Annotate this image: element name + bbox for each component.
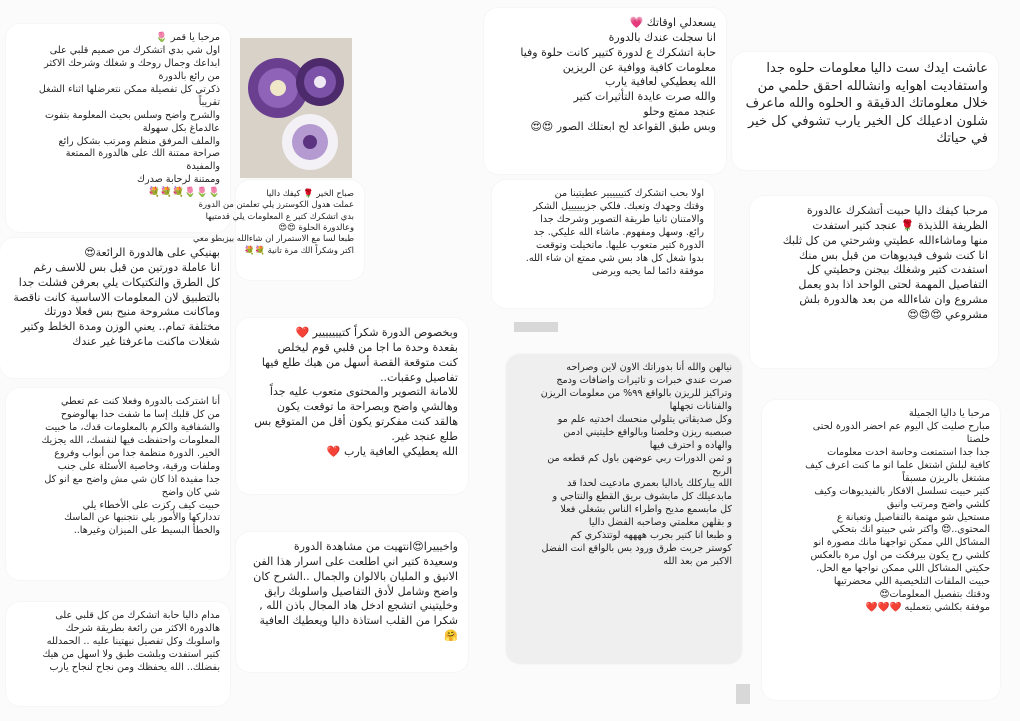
- review-line: الانيق و المليان بالالوان والجمال ..الشرح كان: [253, 569, 458, 583]
- review-line: صباح الخير 🌹 كيفك داليا: [266, 188, 354, 198]
- review-line: والله صرت عايدة التأثيرات كتير: [573, 90, 716, 104]
- review-line: كافية لبلش اشتغل علما انو ما كنت اعرف كيف: [805, 459, 990, 471]
- review-card-9: [492, 180, 714, 308]
- review-line: والفنانات تجهلها: [669, 400, 732, 412]
- review-line: عاشت ايدك ست داليا معلومات حلوه جدا: [766, 61, 988, 76]
- review-line: من رائع بالدورة: [158, 70, 220, 82]
- review-line: انا كنت شوف فيديوهات من قبل بس منك: [799, 248, 988, 262]
- review-line: بالتطبيق لان المعلومات الاساسية كانت ناقصة: [13, 290, 220, 304]
- attachment-strip: [514, 322, 558, 332]
- coasters-photo: [240, 38, 352, 178]
- review-line: المشاكل اللي ممكن تواجهنا مانك مصورة انو: [813, 537, 990, 549]
- review-line: و بقلهن معلمتي وصاحبه الفضل داليا: [588, 517, 732, 529]
- review-line: خلصتا: [966, 433, 990, 445]
- purple-coasters-icon: [240, 38, 352, 178]
- review-line: حابة اتشكرك ع لدورة كتيير كانت حلوة وفيا: [520, 45, 716, 59]
- review-line: مختلفة تمام.. يعني الوزن ومدة الخلط وكتير: [21, 320, 220, 334]
- review-card-3: [6, 388, 230, 580]
- review-line: أنا اشتركت بالدورة وفعلا كنت عم تعطي: [60, 396, 220, 407]
- review-line: عملت هدول الكوسترز يلي تعلمتن من الدورة: [198, 199, 354, 210]
- review-line: وبخصوص الدورة شكراً كتييييييير ❤️: [295, 326, 458, 339]
- review-line: الله يعطيكي العافية يارب ❤️: [326, 444, 458, 458]
- review-line: للامانة التصوير والمحتوى متعوب عليه جداً: [269, 385, 458, 399]
- review-line: في حياتك: [936, 131, 988, 147]
- review-line: والملف المرفق منظم ومرتب بشكل رائع: [58, 135, 220, 147]
- review-line: وسعيدة كتير اني اطلعت على اسرار هذا الفن: [252, 554, 458, 568]
- review-line: جدا مفيدة اذا كان شي مش واضح مع انو كل: [44, 473, 220, 485]
- review-line: الربح: [712, 465, 732, 477]
- review-card-1: [6, 24, 230, 232]
- review-line: اولا بحب اتشكرك كتيييييير عطيتينا من: [554, 188, 704, 199]
- review-line: يسعدلي اوقاتك 💗: [629, 16, 716, 29]
- review-line: ودقتك بتفصيل المعلومات😍: [879, 589, 990, 601]
- review-line: صراحة ممتنة الك على هالدورة الممتعة: [65, 148, 220, 160]
- review-line: شلون ادعيلك كل الخير يارب تشوفي كل خير: [747, 113, 988, 129]
- review-line: انا عاملة دورتين من قبل بس للاسف رغم: [33, 260, 220, 274]
- review-line: رائع. وسهل ومفهوم. ماشاء الله عليكي. جد: [533, 226, 704, 238]
- review-line: واسلوبك وكل تفصيل نبهتينا عليه .. الحمدلله: [46, 635, 220, 647]
- review-line: بقعدة وحدة ما اجا من قلبي قوم ليخلص: [277, 340, 458, 354]
- review-line: بدوا شغل كل هاد بس شي ممتع ان شاء الله.: [525, 252, 704, 264]
- review-line: طلع عنجد غير.: [391, 429, 458, 443]
- review-line: ابداعك وجمال روحك و شغلك وشرحك الاكثر: [44, 57, 220, 69]
- review-line: واستفاديت اهوايه وانشالله احقق حلمي من: [757, 78, 988, 94]
- review-card-6: [236, 318, 468, 494]
- review-line: حبيت كيف ركزت على الأخطاء يلي: [82, 499, 220, 511]
- review-line: انا سجلت عندك بالدورة: [608, 30, 716, 44]
- review-line: التفاصيل المهمة لحتى الواحد اذا بدو يعمل: [798, 278, 988, 292]
- review-line: مابدعيلك كل مابشوف بريق القطع والنتاجي و: [552, 491, 732, 503]
- review-line: موفقة دائما لما يحبه ويرضى: [592, 265, 704, 277]
- review-line: منها وماشاءالله عطيتي وشرحتي من كل ثلبك: [782, 233, 988, 247]
- review-line: معلومات كافية ووافية عن الريزين: [562, 60, 716, 74]
- review-line: خلال معلوماتك الدقيقة و الحلوه والله ماعرف: [745, 96, 988, 112]
- review-line: عنجد ممتع وحلو: [643, 105, 716, 119]
- review-line: بفضلك.. الله يحفظك ومن نجاح لنجاح يارب: [49, 661, 220, 673]
- review-line: صبصبه ريزن وخلصنا وبالواقع خليتيني ادمن: [563, 426, 732, 438]
- review-line: والمفيدة: [186, 161, 220, 173]
- review-line: الله يعطيكي لعافية يارب: [605, 75, 716, 89]
- review-card-11: [732, 52, 998, 170]
- review-line: طبعا لسا مع الاستمرار ان شاءالله بيزبطو معي: [192, 233, 354, 244]
- review-line: وقتك وجهدك وتعبك. فلكي جزييييييل الشكر: [533, 200, 704, 212]
- review-line: كلشي رح يكون بيرفكت من اول مرة بالعكس: [810, 550, 990, 562]
- review-line: الدورة كتير متعوب عليها. ماتخيلت وتوقعت: [536, 239, 704, 251]
- review-line: عالدماغ بكل سهولة: [142, 122, 220, 134]
- review-card-13: [762, 400, 1000, 700]
- review-line: والهاده و احترف فيها: [649, 439, 732, 451]
- review-line: والامتنان ثانيا طريقة التصوير وشرحك جدا: [540, 213, 704, 225]
- review-line: شي كان واضح: [161, 486, 220, 498]
- review-line: حبيت الملفات التلخيصية اللي محضرتيها: [833, 576, 990, 588]
- review-line: حكيتي المشاكل اللي ممكن نواجها مع الحل.: [816, 563, 990, 575]
- review-line: اول شي بدي اتشكرك من صميم قلبي على: [49, 44, 220, 56]
- review-line: جدا جدا استمتعت وحاسة اخدت معلومات: [827, 446, 990, 458]
- review-line: وتراكيز للريزن بالواقع ٩٩% من معلومات الريزن: [540, 387, 732, 399]
- review-line: الخير. الدورة منظمة جدا من أبواب وفروع: [54, 447, 220, 459]
- review-card-4: [6, 602, 230, 706]
- review-line: تفاصيل وعقبات..: [380, 370, 458, 384]
- attachment-strip-bottom: [736, 684, 750, 704]
- review-line: تقريباً: [198, 96, 220, 108]
- review-line: كتير حبيت تسلسل الافكار بالفيديوهات وكيف: [814, 485, 990, 497]
- review-line: استفدت كتير وشغلك بيجنن وحطيتي كل: [806, 263, 988, 277]
- review-card-12: [750, 196, 998, 368]
- review-line: مرحبا كيفك داليا حبيت أتشكرك عالدورة: [806, 204, 988, 217]
- review-line: مرحبا يا داليا الجميلة: [908, 408, 990, 419]
- review-line: هالدورة الاكثر من رائعة بطريقة شرحك: [65, 622, 220, 634]
- review-line: مرحبا يا قمر 🌷: [155, 32, 220, 43]
- review-line: شغلات ماكنت ماعرفتا غير عندك: [72, 335, 220, 349]
- review-line: وعالدورة الحلوة 😍😍: [278, 222, 354, 233]
- review-line: وماكانت مشروحة منيح بس فعلا دورتك: [44, 305, 220, 319]
- review-line: مشروع وان شاءالله من بعد هالدورة بلش: [799, 293, 988, 307]
- review-card-5: [192, 180, 364, 280]
- review-line: نيالهن والله أنا بدوراتك الاون لاين وصراحه: [566, 362, 732, 373]
- review-line: مشتغل بالريزن مسبقاً: [902, 472, 990, 484]
- review-line: مشروعي 😍😍😍: [907, 307, 988, 321]
- review-line: كنت متوقعة القصة أسهل من هيك طلع فيها: [261, 355, 458, 369]
- review-card-8: [484, 8, 726, 174]
- review-line: مستحيل شو مهتمة بالتفاصيل وتعبانة ع: [836, 511, 990, 523]
- review-line: مدام داليا حابة اتشكرك من كل قلبي على: [55, 610, 220, 621]
- review-line: تدداركها والأمور يلي نتجنبها عن الماسك: [64, 512, 220, 524]
- review-line: كل الطرق والتكتيكات يلي بعرفن فشلت جدا: [18, 275, 220, 289]
- review-line: ذكرتي كل تفصيلة ممكن نتعرضلها اثناء الشغل: [38, 83, 220, 95]
- review-line: صرت عندي خبرات و تاثيرات واضافات ودمج: [556, 374, 732, 386]
- review-line: وملفات ورقية، وخاصية الأسئلة على جنب: [57, 460, 220, 472]
- review-line: هالقد كنت مفكرتو يكون أقل من المتوقع بس: [254, 415, 458, 429]
- review-line: الاكبر من بعد الله: [663, 556, 732, 568]
- review-line: والشفافية والكرم بالمعلومات قدك، ما خبيت: [45, 421, 220, 433]
- review-line: 🌷🌷🌷💐💐💐: [148, 187, 220, 199]
- review-line: الله يباركلك ياداليا بعمري مادعيت لحدا قد: [567, 478, 732, 490]
- review-line: بدي اتشكرك كتير ع المعلومات يلي قدمتيها: [205, 210, 354, 221]
- review-line: وممتنة لرحابة صدرك: [137, 174, 220, 186]
- review-line: بهنيكي على هالدورة الرائعة😍: [84, 246, 220, 259]
- review-line: موفقة بكلشي بتعمليه ❤️❤️❤️: [865, 602, 990, 614]
- review-line: وكل صديقاتي يتلولي منحسك اخدتيه علم مو: [557, 413, 732, 425]
- review-line: كل مابسمع مديح واطراء الناس بشغلي فعلا: [560, 504, 732, 516]
- review-card-7: [236, 532, 468, 672]
- review-line: و طبعا انا كتير بجرب ههههه لوتتذكري كم: [570, 530, 732, 542]
- review-card-2: [0, 238, 230, 378]
- review-line: و ثمن الدورات ربي عوضهن باول كم قطعه من: [547, 452, 732, 464]
- review-line: والشرح واضح وسلس بحيث المعلومة بتفوت: [45, 109, 220, 121]
- review-line: واخيييرا😍انتهيت من مشاهدة الدورة: [293, 540, 458, 553]
- review-line: كوستر جربت طرق ورود بس بالواقع انت الفضل: [541, 543, 732, 555]
- review-line: اكتر وشكراً الك مرة تانية 💐💐: [244, 244, 354, 255]
- review-line: واضح وشامل لأدق التفاصيل واسلوبك رايق: [264, 584, 458, 598]
- review-line: والخطأ البسيط على الميزان وغيرها..: [73, 525, 220, 537]
- review-line: من كل قلبك إسا ما شفت حدا بهالوضوح: [60, 408, 220, 420]
- review-line: وبس طبق القواعد لح ابعتلك الصور 😍😍: [530, 119, 716, 133]
- review-line: وهالشي واضح وبصراحة ما توقعت يكون: [276, 400, 458, 414]
- review-line: 🤗: [444, 629, 458, 643]
- review-line: كتير استفدت وبلشت طبق ولا اسهل من هيك: [42, 648, 220, 660]
- review-line: المحتوى..😍 واكتر شي حبيتو انك بتحكي: [831, 524, 990, 536]
- review-line: المعلومات واحتفظت فيها لنفسك، الله يجزيك: [41, 434, 220, 446]
- review-line: كلشي واضح ومرتب وانيق: [886, 498, 990, 510]
- review-card-10: [506, 354, 742, 664]
- review-line: وخليتيني اتشجع ادخل هاد المجال باذن الله ,: [259, 599, 458, 613]
- review-line: مبارح صليت كل اليوم عم احضر الدورة لحتى: [812, 420, 990, 432]
- review-line: شكرا من القلب استاذة داليا ويعطيك العافية: [259, 614, 458, 628]
- review-line: الظريفة اللذيذة 🌹 عنجد كتير استفدت: [812, 218, 988, 232]
